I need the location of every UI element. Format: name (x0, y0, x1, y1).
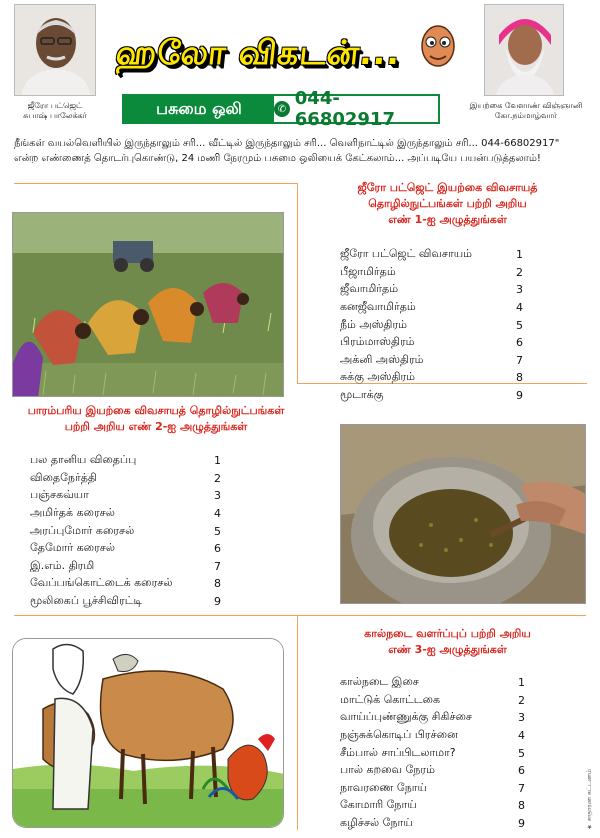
section3-list (340, 674, 532, 832)
cartoon-face-icon (418, 20, 458, 70)
left-person-role: சுபாஷ் பாலேக்கர் (23, 111, 87, 120)
list-item: பால் கறவை நேரம் 6 (340, 763, 525, 778)
banner-phone-number: 044-66802917 (294, 88, 395, 130)
banner-label: பசுமை ஒலி (124, 96, 274, 122)
section1-title-line3: எண் 1-ஐ அழுத்துங்கள் (388, 213, 507, 226)
section1-list (340, 246, 530, 404)
list-item: கனஜீவாமிர்தம் 4 (340, 300, 523, 315)
list-item: தேமோர் கரைசல் 6 (30, 541, 221, 556)
list-item: ஜீரோ பட்ஜெட் விவசாயம் 1 (340, 247, 523, 262)
section2-title-line2: பற்றி அறிய எண் 2-ஐ அழுத்துங்கள் (64, 420, 248, 433)
list-item: அமிர்தக் கரைசல் 4 (30, 506, 221, 521)
list-item: மூடாக்கு 9 (340, 388, 523, 403)
page-title: ஹலோ விகடன்... (114, 33, 403, 72)
section3-title-line2: எண் 3-ஐ அழுத்துங்கள் (388, 643, 507, 656)
list-item: வாய்ப்புண்ணுக்கு சிகிச்சை 3 (340, 710, 525, 725)
list-item: கழிச்சல் நோய் 9 (340, 816, 525, 831)
intro-text: நீங்கள் வயல்வெளியில் இருந்தாலும் சரி... வீட்டில் இருந்தாலும் சரி... வெளிநாட்டில் இருந்தாலும் சரி... 044-66802917" என்ற எண்ணைத் தொடர்புகொண்டு, 24 மணி நேரமும் பசுமை ஒலியைக் கேட்கலாம்... அப்படியே பயன்படுத்தலாம்! (14, 138, 560, 164)
list-item: அரப்புமோர் கரைசல் 5 (30, 523, 221, 538)
section1-title-line2: தொழில்நுட்பங்கள் பற்றி அறிய (368, 197, 527, 210)
list-item: பிரம்மாஸ்திரம் 6 (340, 335, 523, 350)
section3-title-line1: கால்நடை வளர்ப்புப் பற்றி அறிய (364, 627, 531, 640)
list-item: விதைநேர்த்தி 2 (30, 470, 221, 485)
guide-line-divider-2 (297, 615, 298, 830)
right-person-title: இயற்கை வேளாண் விஞ்ஞானி (469, 101, 583, 110)
list-item: ஜீவாமிர்தம் 3 (340, 282, 523, 297)
left-person-name: ஜீரோ பட்ஜெட் (27, 101, 83, 110)
guide-line-divider-1 (297, 183, 298, 383)
list-item: பீஜாமிர்தம் 2 (340, 264, 523, 279)
pasumai-oli-banner (122, 88, 440, 130)
list-item: மூலிகைப் பூச்சிவிரட்டி 9 (30, 594, 221, 609)
list-item: நாவரணை நோய் 7 (340, 780, 525, 795)
list-item: பஞ்சகவ்யா 3 (30, 488, 221, 503)
section2-title-line1: பாரம்பரிய இயற்கை விவசாயத் தொழில்நுட்பங்கள் (27, 404, 285, 417)
section1-title-line1: ஜீரோ பட்ஜெட் இயற்கை விவசாயத் (357, 181, 538, 194)
list-item: இ.எம். திரமி 7 (30, 558, 221, 573)
banner-phone-area (274, 88, 438, 130)
phone-icon: ✆ (274, 101, 290, 117)
list-item: சீம்பால் சாப்பிடலாமா? 5 (340, 745, 525, 760)
list-item: நீம் அஸ்திரம் 5 (340, 317, 523, 332)
list-item: வேப்பங்கொட்டைக் கரைசல் 8 (30, 576, 221, 591)
guide-line-h3 (14, 615, 586, 616)
guide-line-top (14, 183, 297, 184)
list-item: நஞ்சுக்கொடிப் பிரச்னை 4 (340, 728, 525, 743)
list-item: மாட்டுக் கொட்டகை 2 (340, 692, 525, 707)
left-person-caption (4, 101, 106, 121)
footnote: ★ சாதாரண கட்டணம் (586, 769, 593, 830)
list-item: கோமாரி நோய் 8 (340, 798, 525, 813)
list-item: பல தானிய விதைப்பு 1 (30, 453, 221, 468)
list-item: கால்நடை இசை 1 (340, 675, 525, 690)
mixing-pot-photo (340, 424, 586, 604)
portrait-right (484, 4, 564, 96)
list-item: சுக்கு அஸ்திரம் 8 (340, 370, 523, 385)
section3-title (320, 626, 575, 658)
right-person-caption (466, 101, 586, 121)
portrait-left (14, 4, 96, 96)
list-item: அக்னி அஸ்திரம் 7 (340, 352, 523, 367)
right-person-name: கோ.நம்மாழ்வார் (494, 111, 558, 120)
section2-title (14, 403, 298, 435)
paddy-field-photo (12, 212, 284, 397)
livestock-cartoon (12, 638, 284, 828)
section1-title (320, 180, 575, 228)
section2-list (30, 452, 228, 610)
